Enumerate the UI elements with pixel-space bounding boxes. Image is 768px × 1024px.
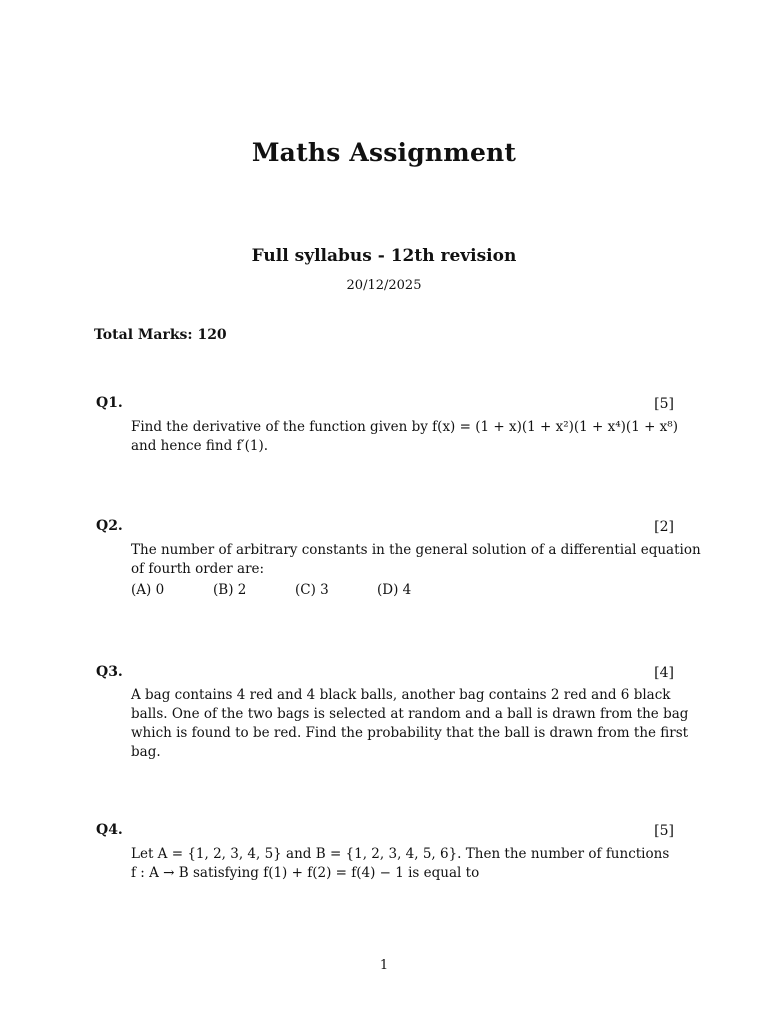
question-1-text (131, 418, 676, 456)
question-3-line-3: which is found to be red. Find the probability that the ball is drawn from the first (131, 725, 689, 741)
question-3-line-4: bag. (131, 744, 161, 760)
question-1-line-2: and hence find f′(1). (131, 438, 269, 454)
question-2-line-2: of fourth order are: (131, 561, 265, 577)
question-3-line-2: balls. One of the two bags is selected at random and a ball is drawn from the bag (131, 706, 689, 722)
option-b: (B) 2 (213, 582, 247, 598)
question-3-label: Q3. (96, 664, 123, 680)
question-2-marks: [2] (654, 519, 674, 535)
question-4-line-1: Let A = {1, 2, 3, 4, 5} and B = {1, 2, 3, 4, 5, 6}. Then the number of functions (131, 846, 670, 862)
question-2-line-1: The number of arbitrary constants in the general solution of a differential equation (131, 542, 701, 558)
question-3-marks: [4] (654, 665, 674, 681)
page-number: 1 (379, 958, 389, 973)
document-subtitle: Full syllabus - 12th revision (251, 246, 517, 266)
option-c: (C) 3 (295, 582, 329, 598)
question-4-line-2: f : A → B satisfying f(1) + f(2) = f(4) − 1 is equal to (131, 865, 480, 881)
question-3-line-1: A bag contains 4 red and 4 black balls, another bag contains 2 red and 6 black (131, 687, 671, 703)
question-1-label: Q1. (96, 395, 123, 411)
question-2-text (131, 541, 701, 579)
total-marks: Total Marks: 120 (94, 327, 227, 343)
document-date: 20/12/2025 (346, 278, 422, 293)
document-title: Maths Assignment (251, 138, 517, 167)
option-a: (A) 0 (131, 582, 165, 598)
question-3-text (131, 686, 689, 762)
question-2-options (131, 582, 459, 598)
question-1-line-1: Find the derivative of the function given by f(x) = (1 + x)(1 + x²)(1 + x⁴)(1 + x⁸) (131, 419, 678, 435)
question-4-marks: [5] (654, 823, 674, 839)
question-4-label: Q4. (96, 822, 123, 838)
question-2-label: Q2. (96, 518, 123, 534)
option-d: (D) 4 (377, 582, 412, 598)
question-4-text (131, 845, 676, 883)
question-1-marks: [5] (654, 396, 674, 412)
